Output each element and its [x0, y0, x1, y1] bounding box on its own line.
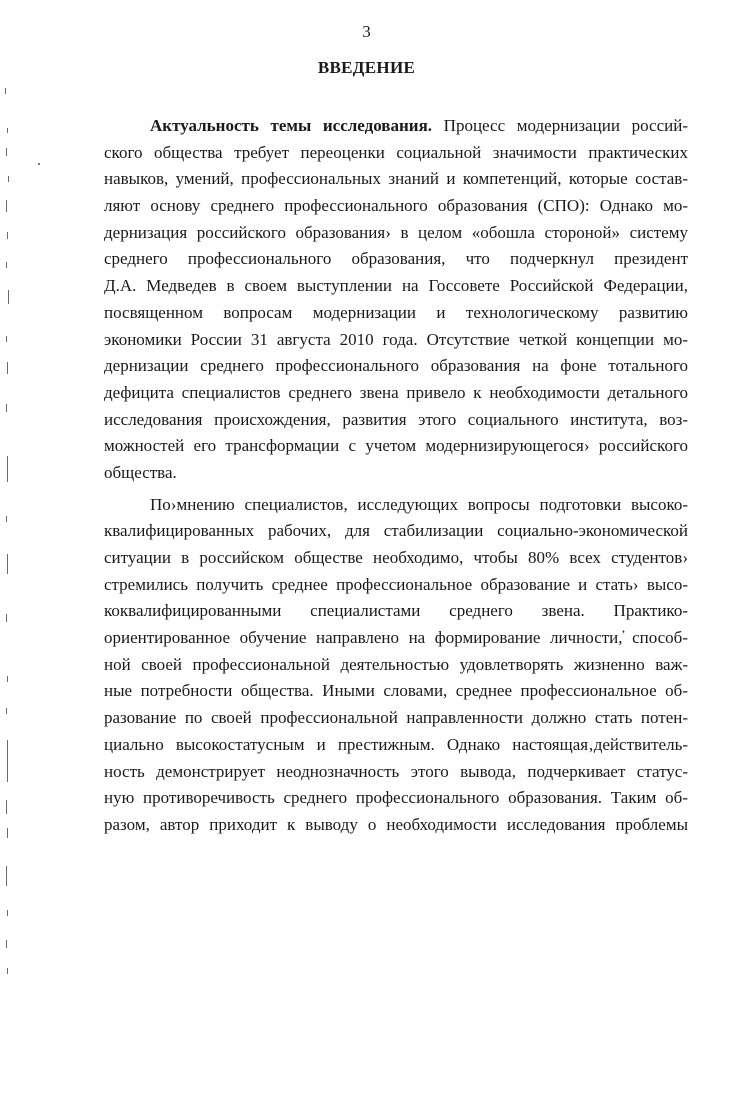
- paragraph-1-first-line-rest: Процесс модернизации россий-: [432, 116, 688, 135]
- scan-mark: [7, 128, 8, 133]
- paragraph-1-line: среднего профессионального образования, что подчеркнул президент: [104, 249, 688, 269]
- paragraph-1-line: дернизации среднего профессионального образования на фоне тотального: [104, 356, 688, 376]
- scan-mark: [6, 148, 7, 156]
- paragraph-2-line: циально высокостатусным и престижным. Однако настоящая‚действитель-: [104, 734, 688, 754]
- scan-mark: [7, 968, 8, 974]
- scan-mark: [6, 708, 7, 714]
- scan-mark: [8, 290, 9, 304]
- scan-mark: [6, 262, 7, 268]
- paragraph-1-line: исследования происхождения, развития этого социального института, воз-: [104, 409, 688, 429]
- scan-mark: [7, 676, 8, 682]
- scan-mark: [6, 404, 7, 412]
- scan-mark: [6, 516, 7, 522]
- paragraph-2-line: квалифицированных рабочих, для стабилизации социально-экономической: [104, 521, 688, 541]
- paragraph-1-line: ляют основу среднего профессионального образования (СПО): Однако мо-: [104, 196, 688, 216]
- paragraph-2-line: ную противоречивость среднего профессионального образования. Таким об-: [104, 788, 688, 808]
- paragraph-1-line: посвященном вопросам модернизации и технологическому развитию: [104, 302, 688, 322]
- lead-phrase: Актуальность темы исследования.: [150, 116, 433, 135]
- scan-mark: [7, 554, 8, 574]
- paragraph-2-line: ориентированное обучение направлено на формирование личности,̕ способ-: [104, 628, 688, 648]
- scan-mark: [7, 362, 8, 374]
- paragraph-2-line: ность демонстрирует неоднозначность этого вывода, подчеркивает статус-: [104, 761, 688, 781]
- scan-mark: [6, 866, 7, 886]
- scan-mark: [6, 800, 7, 814]
- paragraph-2-line: коквалифицированными специалистами среднего звена. Практико-: [104, 601, 688, 621]
- scan-mark: [8, 176, 9, 182]
- scan-mark: [6, 336, 7, 342]
- paragraph-1-line: навыков, умений, профессиональных знаний и компетенций, которые состав-: [104, 169, 688, 189]
- paragraph-1-line: [104, 113, 688, 140]
- paragraph-1-line: Д.А. Медведев в своем выступлении на Госсовете Российской Федерации,: [104, 276, 688, 296]
- page-number: 3: [362, 22, 371, 41]
- paragraph-2-line: стремились получить среднее профессиональное образование и стать› высо-: [104, 574, 688, 594]
- body-text: [104, 113, 688, 839]
- paragraph-2-line: По›мнению специалистов, исследующих вопросы подготовки высоко-: [150, 494, 688, 514]
- scan-speck: [38, 163, 40, 165]
- scan-mark: [5, 88, 6, 94]
- paragraph-1-line: общества.: [104, 462, 177, 482]
- scan-mark: [6, 940, 7, 948]
- scan-mark: [6, 614, 7, 622]
- scan-margin-marks: [0, 0, 14, 1100]
- paragraph-1-line: можностей его трансформации с учетом модернизирующегося› российского: [104, 436, 688, 456]
- scan-mark: [7, 740, 8, 782]
- paragraph-1-line: ского общества требует переоценки социальной значимости практических: [104, 142, 688, 162]
- scan-mark: [7, 232, 8, 239]
- paragraph-2-line: ные потребности общества. Иными словами, среднее профессиональное об-: [104, 681, 688, 701]
- paragraph-2-line: разование по своей профессиональной направленности должно стать потен-: [104, 708, 688, 728]
- scan-mark: [6, 200, 7, 212]
- paragraph-1-line: экономики России 31 августа 2010 года. Отсутствие четкой концепции мо-: [104, 329, 688, 349]
- scan-mark: [7, 910, 8, 916]
- scan-mark: [7, 828, 8, 838]
- paragraph-2-line: разом, автор приходит к выводу о необходимости исследования проблемы: [104, 814, 688, 834]
- paragraph-2-line: ной своей профессиональной деятельностью удовлетворять жизненно важ-: [104, 654, 688, 674]
- section-heading: ВВЕДЕНИЕ: [317, 58, 416, 77]
- paragraph-1-line: дефицита специалистов среднего звена привело к необходимости детального: [104, 382, 688, 402]
- paragraph-2-line: ситуации в российском обществе необходимо, чтобы 80% всех студентов›: [104, 548, 688, 567]
- scan-mark: [7, 456, 8, 482]
- paragraph-1-line: дернизация российского образования› в целом «обошла стороной» систему: [104, 222, 688, 242]
